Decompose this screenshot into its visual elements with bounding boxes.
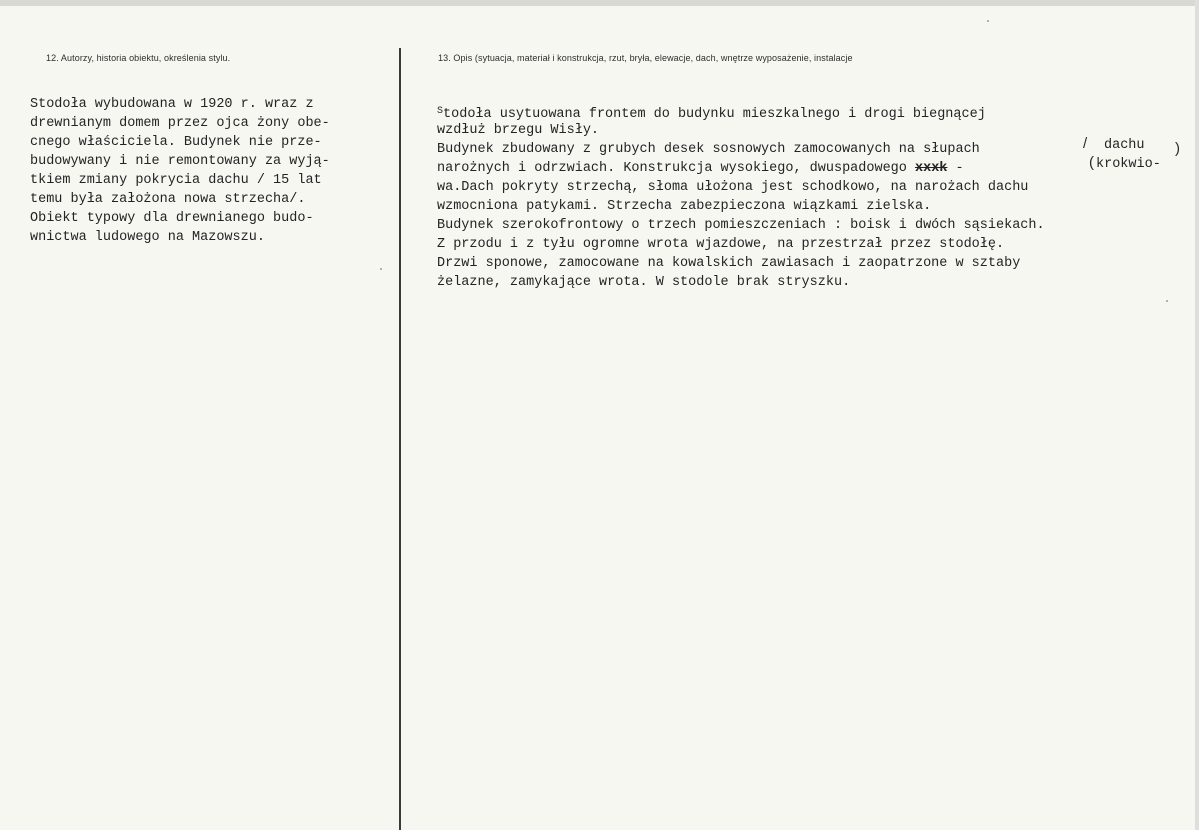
- description-line-start: narożnych i odrzwiach. Konstrukcja wysokiego, dwuspadowego: [437, 161, 907, 176]
- history-text: [30, 95, 330, 247]
- description-line: wzmocniona patykami. Strzecha zabezpieczona wiązkami zielska.: [437, 199, 932, 214]
- insertion-word: dachu: [1104, 138, 1145, 153]
- column-divider: [399, 48, 401, 830]
- description-line: Budynek zbudowany z grubych desek sosnowych zamocowanych na słupach: [437, 142, 980, 157]
- card-top-edge: [0, 0, 1199, 6]
- line-tail: -: [947, 161, 964, 176]
- history-line: wnictwa ludowego na Mazowszu.: [30, 230, 265, 245]
- description-line-rest: todoła usytuowana frontem do budynku mieszkalnego i drogi biegnącej: [443, 107, 986, 122]
- insertion-caret-icon: (: [1089, 154, 1094, 171]
- history-line: Stodoła wybudowana w 1920 r. wraz z: [30, 97, 314, 112]
- raised-initial: S: [437, 106, 444, 117]
- description-text: [437, 102, 1045, 292]
- handwritten-insertion: [1096, 136, 1161, 174]
- description-line: żelazne, zamykające wrota. W stodole brak stryszku.: [437, 275, 851, 290]
- history-line: budowywany i nie remontowany za wyją-: [30, 154, 330, 169]
- history-line: cnego właściciela. Budynek nie prze-: [30, 135, 322, 150]
- description-line: Z przodu i z tyłu ogromne wrota wjazdowe, na przestrzał przez stodołę.: [437, 237, 1005, 252]
- description-line: wzdłuż brzegu Wisły.: [437, 123, 600, 138]
- history-line: tkiem zmiany pokrycia dachu / 15 lat: [30, 173, 322, 188]
- paper-speck: [987, 20, 989, 22]
- insertion-word: krokwio-: [1096, 157, 1161, 172]
- insertion-bracket-icon: ): [1175, 140, 1180, 157]
- section-12-label: 12. Autorzy, historia obiektu, określenia stylu.: [46, 53, 231, 63]
- description-line: wa.Dach pokryty strzechą, słoma ułożona jest schodkowo, na narożach dachu: [437, 180, 1029, 195]
- struck-word: xxxk: [915, 161, 948, 176]
- history-line: temu była założona nowa strzecha/.: [30, 192, 306, 207]
- insertion-caret-icon: /: [1083, 135, 1088, 152]
- card-right-edge: [1195, 0, 1199, 830]
- paper-speck: [1166, 300, 1168, 302]
- description-line: [437, 159, 1045, 178]
- description-line: [437, 102, 1045, 121]
- description-line: Drzwi sponowe, zamocowane na kowalskich zawiasach i zaopatrzone w sztaby: [437, 256, 1021, 271]
- history-line: drewnianym domem przez ojca żony obe-: [30, 116, 330, 131]
- paper-speck: [380, 268, 382, 270]
- description-line: Budynek szerokofrontowy o trzech pomieszczeniach : boisk i dwóch sąsiekach.: [437, 218, 1045, 233]
- history-line: Obiekt typowy dla drewnianego budo-: [30, 211, 314, 226]
- section-13-label: 13. Opis (sytuacja, materiał i konstrukcja, rzut, bryła, elewacje, dach, wnętrze wyposażenie, instalacje: [438, 53, 853, 63]
